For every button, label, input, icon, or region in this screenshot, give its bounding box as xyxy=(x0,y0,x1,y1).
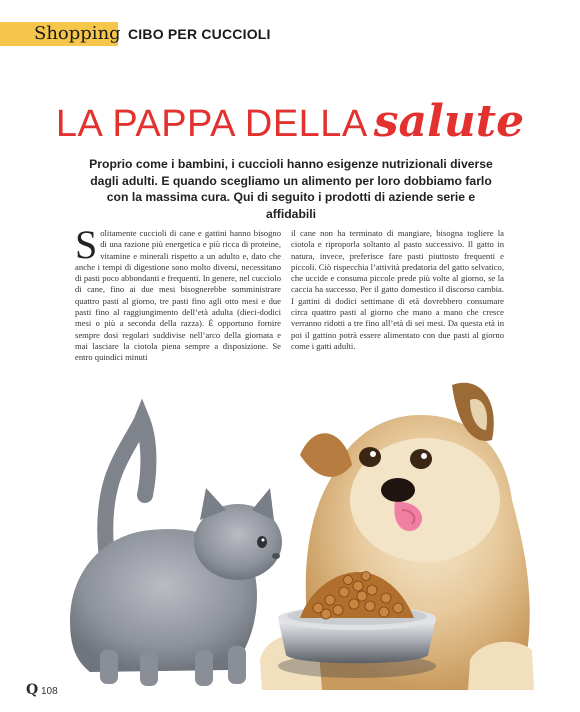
headline-script: salute xyxy=(373,96,525,147)
photo-kitten-and-puppy xyxy=(0,360,580,700)
page-number: 108 xyxy=(40,686,58,697)
kitten xyxy=(70,420,282,686)
body-text-left: olitamente cuccioli di cane e gattini hanno bisogno di una razione più energetica e più ricca di proteine, vitamine e minerali rispetto a un adulto e, dato che anche i tempi di digestione sono molto diversi, necessitano di pasti poco abbondanti e frequenti. In genere, nel cucciolo di cane, fino ai due mesi bisognerebbe somministrare quattro pasti al giorno, tre pasti fino agli otto mesi e due pasti fino al raggiungimento dell’età adulta (dieci-dodici mesi o più a seconda della razza). È opportuno fornire sempre dosi regolari suddivise nell’arco della giornata e mai lasciare la ciotola piena sempre a disposizione. Se entro quindici minuti xyxy=(75,228,281,363)
headline xyxy=(0,96,580,147)
body-text-right: il cane non ha terminato di mangiare, bisogna togliere la ciotola e riproporla soltanto al pasto successivo. Il gatto in natura, invece, preferisce fare pasti piuttosto frequenti e piccoli. Ciò rispecchia l’attività predatoria del gatto selvatico, che uccide e consuma piccole prede più volte al giorno, se la caccia ha successo. Per il gatto domestico il discorso cambia. I gattini di dodici settimane di età dovrebbero consumare circa quattro pasti al giorno che mano a mano che cresce verranno ridotti a tre fino all’età di sei mesi. Da questa età in poi il gattino potrà essere alimentato con due pasti al giorno come i gatti adulti. xyxy=(291,228,504,351)
headline-main: LA PAPPA DELLA xyxy=(55,103,368,145)
drop-cap: S xyxy=(75,222,98,267)
lead-paragraph: Proprio come i bambini, i cuccioli hanno esigenze nutrizionali diverse dagli adulti. E quando scegliamo un alimento per loro dobbiamo farlo con la massima cura. Qui di seguito i prodotti di aziende serie e affidabili xyxy=(89,157,493,221)
magazine-logo: Q xyxy=(26,682,39,698)
body-column-left xyxy=(75,222,281,364)
section-label: Shopping xyxy=(34,23,121,44)
body-column-right xyxy=(291,228,504,352)
page-folio xyxy=(26,682,58,698)
category-label: CIBO PER CUCCIOLI xyxy=(128,26,271,42)
